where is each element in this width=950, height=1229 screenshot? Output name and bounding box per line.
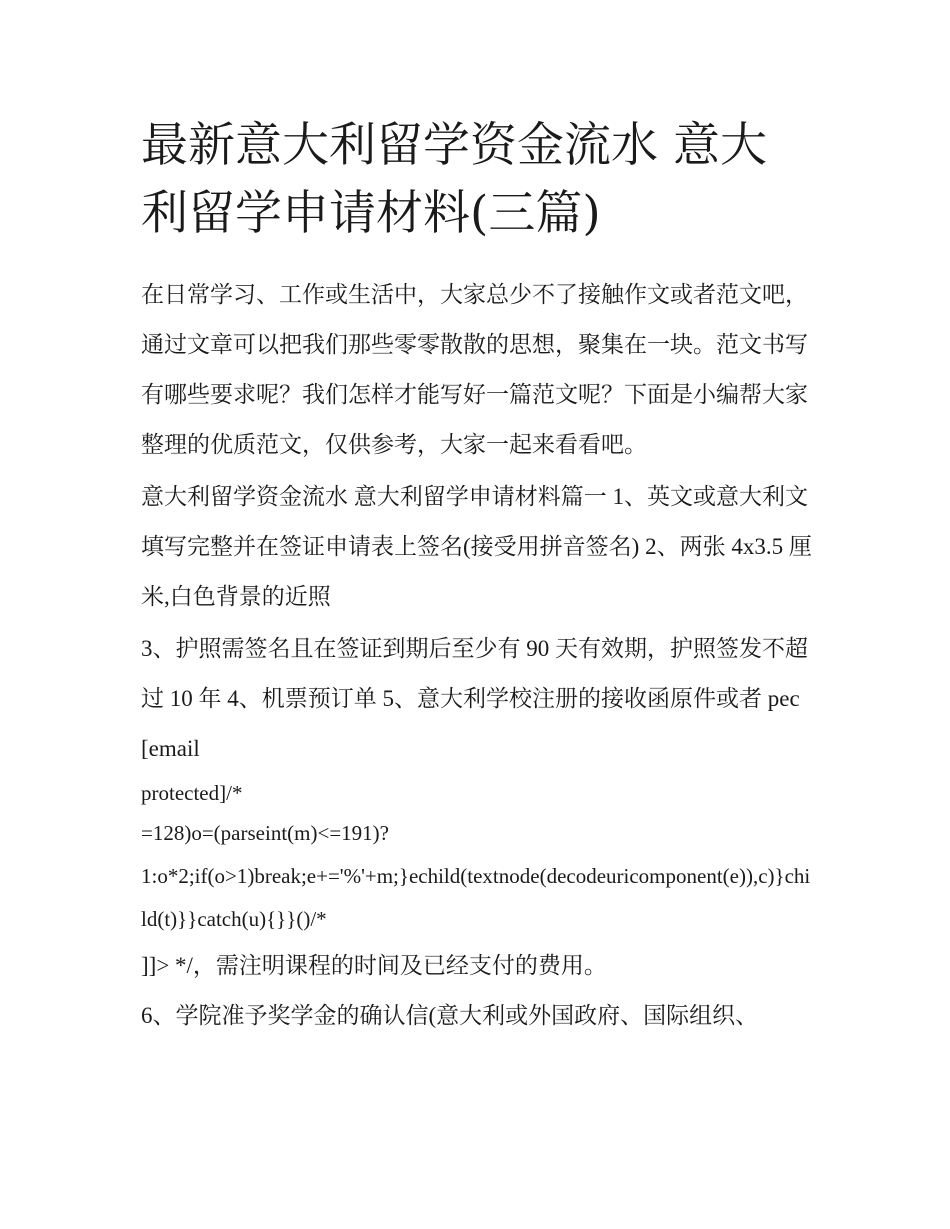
document-title: 最新意大利留学资金流水 意大利留学申请材料(三篇) — [141, 118, 767, 241]
course-time-paragraph: ]]> */，需注明课程的时间及已经支付的费用。 — [141, 953, 607, 978]
scholarship-paragraph: 6、学院准予奖学金的确认信(意大利或外国政府、国际组织、 — [141, 1003, 759, 1028]
code-line-protected: protected]/* — [141, 781, 243, 805]
passport-paragraph: 3、护照需签名且在签证到期后至少有 90 天有效期，护照签发不超过 10 年 4、机票预订单 5、意大利学校注册的接收函原件或者 pec [email — [141, 636, 808, 761]
code-line-decode: 1:o*2;if(o>1)break;e+='%'+m;}echild(textnode(decodeuricomponent(e)),c)}child(t)}}catch(u){}}()/* — [141, 864, 811, 931]
intro-paragraph: 在日常学习、工作或生活中，大家总少不了接触作文或者范文吧，通过文章可以把我们那些零零散散的思想，聚集在一块。范文书写有哪些要求呢？我们怎样才能写好一篇范文呢？下面是小编帮大家整理的优质范文，仅供参考，大家一起来看看吧。 — [141, 282, 808, 457]
section-one-paragraph: 意大利留学资金流水 意大利留学申请材料篇一 1、英文或意大利文填写完整并在签证申请表上签名(接受用拼音签名) 2、两张 4x3.5 厘米,白色背景的近照 — [141, 484, 812, 609]
document-page — [141, 112, 813, 1041]
code-line-parseint: =128)o=(parseint(m)<=191)? — [141, 821, 389, 845]
